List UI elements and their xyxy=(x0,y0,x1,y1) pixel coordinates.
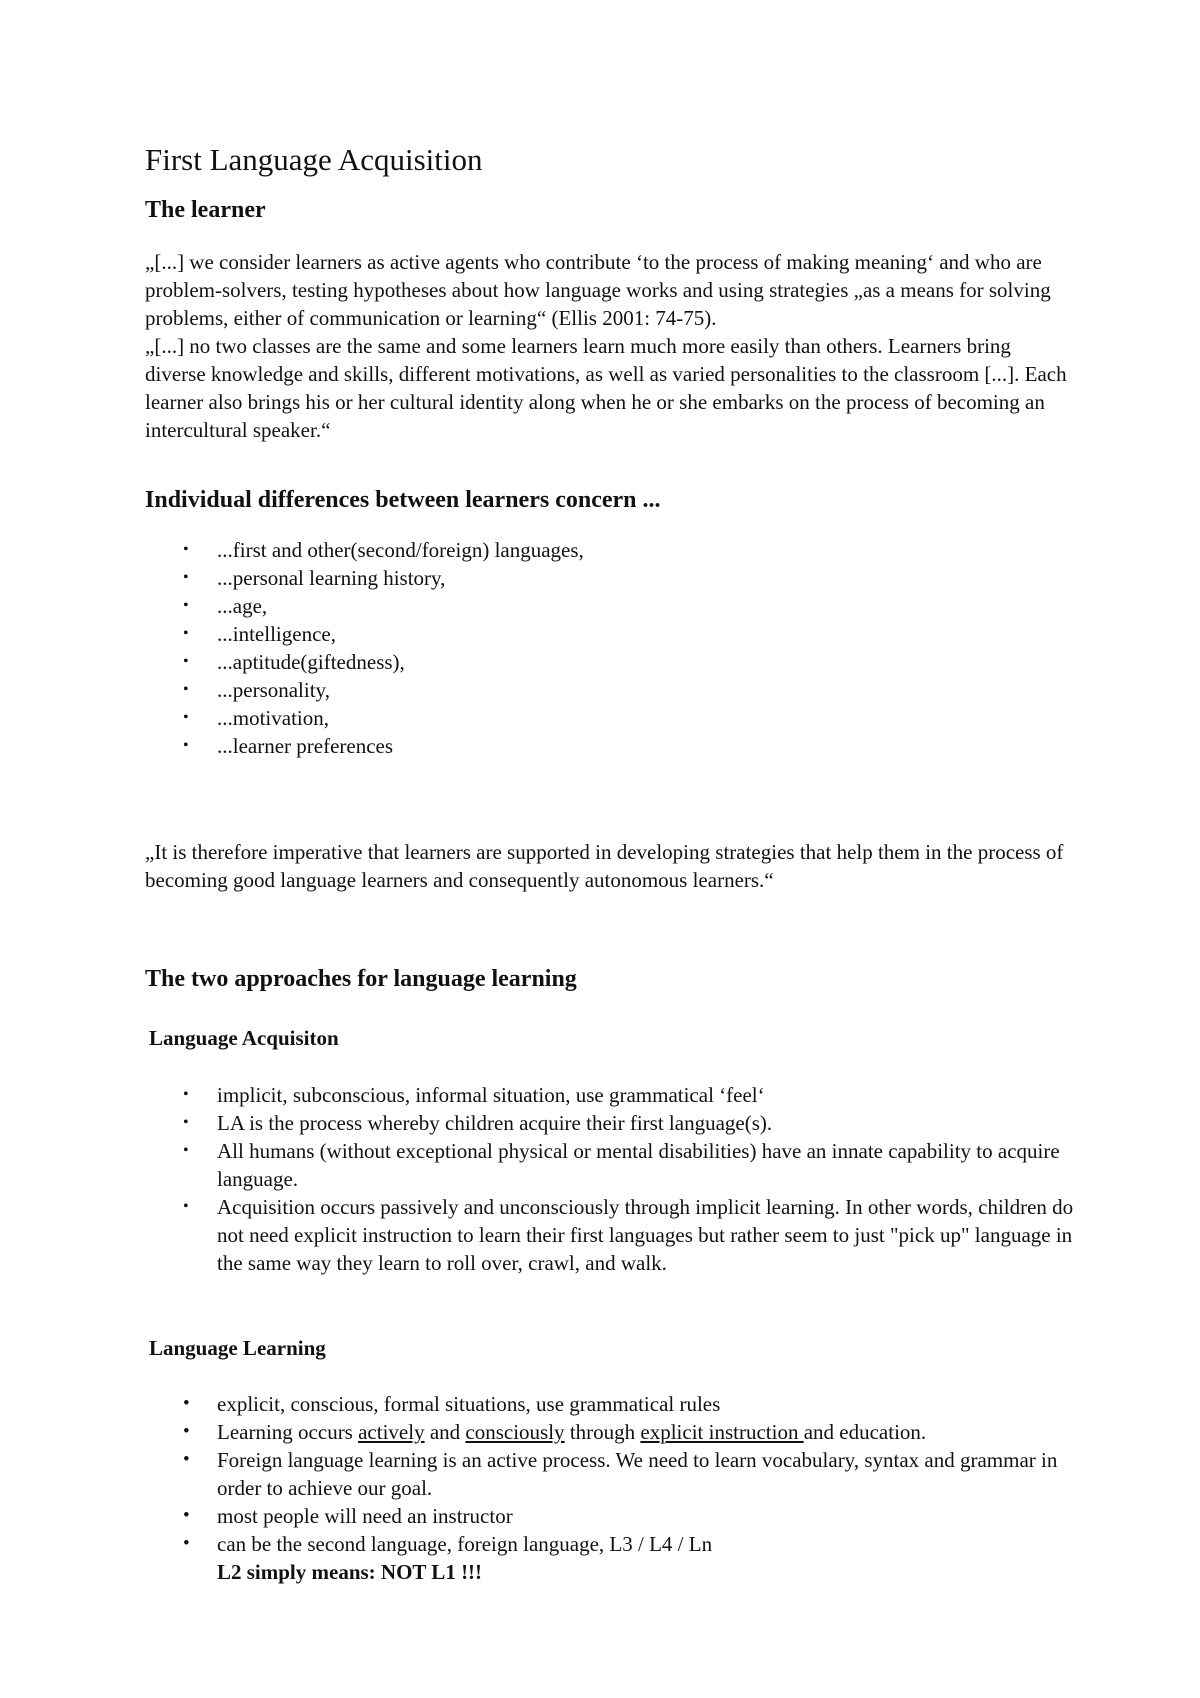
list-item: • LA is the process whereby children acquire their first language(s). xyxy=(183,1111,773,1135)
bullet-icon: • xyxy=(183,709,189,726)
list-item: • ...age, xyxy=(183,594,268,618)
underlined-actively: actively xyxy=(358,1420,425,1444)
list-item: • explicit, conscious, formal situations, use grammatical rules xyxy=(183,1392,721,1416)
acquisition-heading: Language Acquisiton xyxy=(149,1026,339,1050)
underlined-explicit-instruction: explicit instruction xyxy=(640,1420,804,1444)
list-item: • most people will need an instructor xyxy=(183,1504,513,1528)
learning-heading: Language Learning xyxy=(149,1336,326,1360)
list-item: • implicit, subconscious, informal situation, use grammatical ‘feel‘ xyxy=(183,1083,765,1107)
document-title: First Language Acquisition xyxy=(145,142,483,177)
list-item: • ...learner preferences xyxy=(183,734,394,758)
list-item: • ...personal learning history, xyxy=(183,566,446,590)
list-item: • ...motivation, xyxy=(183,706,329,730)
bullet-icon: • xyxy=(183,1393,190,1414)
bullet-icon: • xyxy=(183,1198,189,1215)
list-item: • ...aptitude(giftedness), xyxy=(183,650,405,674)
bullet-icon: • xyxy=(183,653,189,670)
learner-quote-2: „[...] no two classes are the same and some learners learn much more easily than others. Learners bring diverse knowledge and skills, different motivations, as well as varied personalities to the classroom [...]. Each learner also brings his or her cultural identity along when he or she embarks on the process of becoming an intercultural speaker.“ xyxy=(145,334,1067,442)
list-item: • ...first and other(second/foreign) languages, xyxy=(183,538,584,562)
learner-quotes xyxy=(145,248,1075,444)
bullet-icon: • xyxy=(183,1533,190,1554)
bullet-icon: • xyxy=(183,1449,190,1470)
learning-list xyxy=(145,1390,1075,1586)
bullet-icon: • xyxy=(183,681,189,698)
acquisition-list xyxy=(145,1081,1075,1277)
bullet-icon: • xyxy=(183,597,189,614)
bullet-icon: • xyxy=(183,1505,190,1526)
bullet-icon: • xyxy=(183,541,189,558)
bullet-icon: • xyxy=(183,737,189,754)
learner-heading: The learner xyxy=(145,197,266,223)
differences-heading: Individual differences between learners concern ... xyxy=(145,487,661,513)
learner-quote-1: „[...] we consider learners as active agents who contribute ‘to the process of making meaning‘ and who are problem-solvers, testing hypotheses about how language works and using strategies „as a means for solving problems, either of communication or learning“ (Ellis 2001: 74-75). xyxy=(145,250,1051,330)
bullet-icon: • xyxy=(183,1142,189,1159)
list-item: • All humans (without exceptional physical or mental disabilities) have an innate capability to acquire language. xyxy=(183,1139,1060,1191)
list-item: • ...intelligence, xyxy=(183,622,336,646)
l2-emphasis: L2 simply means: NOT L1 !!! xyxy=(217,1560,483,1584)
bullet-icon: • xyxy=(183,569,189,586)
bullet-icon: • xyxy=(183,625,189,642)
bullet-icon: • xyxy=(183,1421,190,1442)
list-item: • Learning occurs actively and consciously through explicit instruction and education. xyxy=(183,1420,927,1444)
bullet-icon: • xyxy=(183,1114,189,1131)
list-item: • Acquisition occurs passively and unconsciously through implicit learning. In other words, children do not need explicit instruction to learn their first languages but rather seem to just "pick up" language in the same way they learn to roll over, crawl, and walk. xyxy=(183,1195,1074,1275)
list-item: • ...personality, xyxy=(183,678,330,702)
list-item: • can be the second language, foreign language, L3 / L4 / Ln L2 simply means: NOT L1 !!! xyxy=(145,1530,1075,1586)
underlined-consciously: consciously xyxy=(465,1420,565,1444)
list-item: • Foreign language learning is an active process. We need to learn vocabulary, syntax and grammar in order to achieve our goal. xyxy=(183,1448,1058,1500)
approaches-heading: The two approaches for language learning xyxy=(145,966,577,992)
closing-quote: „It is therefore imperative that learners are supported in developing strategies that help them in the process of becoming good language learners and consequently autonomous learners.“ xyxy=(145,840,1064,892)
differences-list xyxy=(145,536,1075,760)
bullet-icon: • xyxy=(183,1086,189,1103)
